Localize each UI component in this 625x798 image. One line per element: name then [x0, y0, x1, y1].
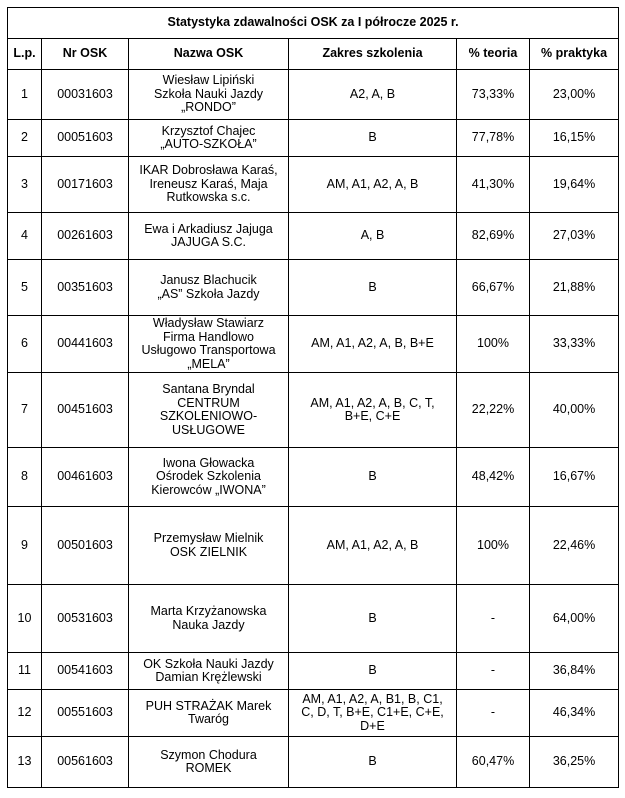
- header-zakres: Zakres szkolenia: [289, 39, 457, 70]
- cell-nazwa-osk-line: Marta Krzyżanowska: [150, 604, 267, 618]
- cell-nazwa-osk-line: Kierowców „IWONA”: [151, 482, 266, 497]
- table-row: [8, 653, 619, 690]
- cell-lp: 7: [8, 373, 42, 448]
- table-row: [8, 737, 619, 788]
- cell-zakres-line: B: [368, 469, 377, 484]
- table-row: [8, 448, 619, 507]
- cell-nazwa-osk-line: Ireneusz Karaś, Maja: [149, 176, 268, 191]
- cell-praktyka: 19,64%: [530, 157, 619, 213]
- cell-nazwa-osk-line: OK Szkoła Nauki Jazdy: [143, 656, 274, 671]
- cell-zakres: [289, 507, 457, 585]
- cell-nr-osk: 00171603: [42, 157, 129, 213]
- cell-praktyka: 16,15%: [530, 120, 619, 157]
- header-row: [8, 39, 619, 70]
- cell-zakres-line: B: [368, 663, 377, 678]
- cell-zakres-line: AM, A1, A2, A, B, C, T,: [310, 395, 435, 410]
- cell-zakres-line: A, B: [360, 228, 385, 243]
- cell-nazwa-osk-line: „AS” Szkoła Jazdy: [157, 286, 260, 301]
- cell-teoria: 100%: [457, 507, 530, 585]
- cell-nazwa-osk-line: Damian Krężlewski: [155, 670, 262, 684]
- cell-lp: 3: [8, 157, 42, 213]
- cell-nazwa-osk-line: ROMEK: [185, 761, 232, 775]
- cell-nazwa-osk-line: SZKOLENIOWO-: [159, 409, 258, 423]
- cell-nazwa-osk-line: Nauka Jazdy: [172, 617, 245, 632]
- cell-zakres-line: B: [368, 130, 377, 145]
- cell-lp: 13: [8, 737, 42, 788]
- cell-zakres: [289, 213, 457, 260]
- cell-teoria: -: [457, 653, 530, 690]
- cell-zakres: [289, 448, 457, 507]
- cell-praktyka: 33,33%: [530, 316, 619, 373]
- cell-zakres-line: AM, A1, A2, A, B: [326, 537, 419, 552]
- cell-nazwa-osk: [129, 213, 289, 260]
- cell-zakres-line: A2, A, B: [349, 86, 396, 101]
- cell-nr-osk: 00541603: [42, 653, 129, 690]
- cell-lp: 12: [8, 690, 42, 737]
- cell-zakres: [289, 737, 457, 788]
- cell-teoria: -: [457, 585, 530, 653]
- header-nazwa-osk: Nazwa OSK: [129, 39, 289, 70]
- cell-praktyka: 64,00%: [530, 585, 619, 653]
- cell-lp: 6: [8, 316, 42, 373]
- cell-nr-osk: 00261603: [42, 213, 129, 260]
- cell-praktyka: 22,46%: [530, 507, 619, 585]
- cell-nazwa-osk: [129, 157, 289, 213]
- header-lp: L.p.: [8, 39, 42, 70]
- cell-teoria: 48,42%: [457, 448, 530, 507]
- cell-teoria: 66,67%: [457, 260, 530, 316]
- cell-zakres-line: B: [368, 279, 377, 294]
- cell-nazwa-osk-line: Szkoła Nauki Jazdy: [153, 86, 264, 101]
- cell-nazwa-osk-line: Krzysztof Chajec: [161, 123, 256, 138]
- cell-nazwa-osk-line: „AUTO-SZKOŁA”: [160, 137, 257, 151]
- table-row: [8, 507, 619, 585]
- cell-nazwa-osk: [129, 70, 289, 120]
- cell-nazwa-osk: [129, 120, 289, 157]
- title-row: [8, 8, 619, 39]
- cell-teoria: 77,78%: [457, 120, 530, 157]
- cell-praktyka: 40,00%: [530, 373, 619, 448]
- cell-nr-osk: 00561603: [42, 737, 129, 788]
- cell-zakres: [289, 120, 457, 157]
- table-row: [8, 373, 619, 448]
- cell-zakres: [289, 373, 457, 448]
- cell-nr-osk: 00441603: [42, 316, 129, 373]
- cell-zakres: [289, 316, 457, 373]
- cell-lp: 11: [8, 653, 42, 690]
- cell-praktyka: 21,88%: [530, 260, 619, 316]
- cell-lp: 10: [8, 585, 42, 653]
- cell-teoria: 73,33%: [457, 70, 530, 120]
- cell-nr-osk: 00051603: [42, 120, 129, 157]
- table-row: [8, 316, 619, 373]
- cell-teoria: 60,47%: [457, 737, 530, 788]
- cell-lp: 4: [8, 213, 42, 260]
- cell-nazwa-osk: [129, 585, 289, 653]
- cell-zakres-line: AM, A1, A2, A, B1, B, C1,: [302, 691, 443, 706]
- cell-praktyka: 27,03%: [530, 213, 619, 260]
- cell-nazwa-osk-line: JAJUGA S.C.: [170, 235, 247, 249]
- cell-lp: 1: [8, 70, 42, 120]
- table-row: [8, 157, 619, 213]
- table-title: Statystyka zdawalności OSK za I półrocze 2025 r.: [8, 8, 619, 39]
- table-row: [8, 690, 619, 737]
- cell-nr-osk: 00551603: [42, 690, 129, 737]
- header-nr-osk: Nr OSK: [42, 39, 129, 70]
- cell-nazwa-osk: [129, 316, 289, 373]
- cell-nazwa-osk-line: USŁUGOWE: [172, 422, 245, 437]
- cell-nazwa-osk: [129, 448, 289, 507]
- cell-zakres-line: C, D, T, B+E, C1+E, C+E,: [301, 705, 444, 720]
- cell-zakres-line: AM, A1, A2, A, B: [326, 176, 419, 191]
- cell-nazwa-osk-line: Rutkowska s.c.: [166, 190, 251, 205]
- cell-nazwa-osk-line: Twaróg: [188, 712, 229, 726]
- cell-nr-osk: 00461603: [42, 448, 129, 507]
- header-teoria: % teoria: [457, 39, 530, 70]
- cell-zakres: [289, 690, 457, 737]
- cell-teoria: 41,30%: [457, 157, 530, 213]
- cell-nazwa-osk-line: IKAR Dobrosława Karaś,: [139, 163, 278, 178]
- cell-nazwa-osk: [129, 260, 289, 316]
- cell-praktyka: 36,84%: [530, 653, 619, 690]
- cell-nr-osk: 00501603: [42, 507, 129, 585]
- cell-lp: 5: [8, 260, 42, 316]
- cell-praktyka: 46,34%: [530, 690, 619, 737]
- cell-praktyka: 16,67%: [530, 448, 619, 507]
- cell-nazwa-osk-line: Santana Bryndal: [162, 382, 255, 396]
- cell-nazwa-osk-line: „MELA”: [187, 356, 230, 371]
- cell-nazwa-osk-line: Iwona Głowacka: [162, 455, 255, 470]
- cell-teoria: 22,22%: [457, 373, 530, 448]
- cell-nazwa-osk-line: OSK ZIELNIK: [169, 544, 248, 559]
- table-row: [8, 260, 619, 316]
- cell-zakres: [289, 585, 457, 653]
- cell-teoria: -: [457, 690, 530, 737]
- cell-lp: 8: [8, 448, 42, 507]
- cell-lp: 9: [8, 507, 42, 585]
- cell-teoria: 100%: [457, 316, 530, 373]
- table-row: [8, 585, 619, 653]
- cell-zakres-line: D+E: [360, 718, 385, 733]
- cell-zakres: [289, 653, 457, 690]
- cell-zakres: [289, 157, 457, 213]
- cell-nazwa-osk-line: Firma Handlowo: [162, 329, 254, 344]
- cell-nazwa-osk-line: PUH STRAŻAK Marek: [145, 698, 272, 713]
- cell-nazwa-osk-line: „RONDO”: [181, 100, 236, 115]
- cell-nr-osk: 00531603: [42, 585, 129, 653]
- cell-nr-osk: 00451603: [42, 373, 129, 448]
- cell-zakres: [289, 260, 457, 316]
- cell-nazwa-osk: [129, 690, 289, 737]
- cell-nazwa-osk: [129, 373, 289, 448]
- cell-nazwa-osk: [129, 737, 289, 788]
- cell-nazwa-osk-line: Ośrodek Szkolenia: [156, 469, 261, 484]
- cell-nazwa-osk-line: Wiesław Lipiński: [162, 73, 255, 88]
- cell-zakres: [289, 70, 457, 120]
- table-row: [8, 120, 619, 157]
- cell-teoria: 82,69%: [457, 213, 530, 260]
- cell-zakres-line: B+E, C+E: [344, 409, 401, 423]
- cell-zakres-line: AM, A1, A2, A, B, B+E: [311, 336, 434, 351]
- osk-statistics-table: [7, 7, 619, 788]
- table-row: [8, 70, 619, 120]
- cell-nr-osk: 00031603: [42, 70, 129, 120]
- cell-nazwa-osk: [129, 507, 289, 585]
- cell-nazwa-osk-line: Szymon Chodura: [160, 747, 257, 762]
- table-row: [8, 213, 619, 260]
- cell-zakres-line: B: [368, 754, 377, 769]
- cell-zakres-line: B: [368, 610, 377, 625]
- cell-nazwa-osk-line: CENTRUM: [177, 395, 240, 410]
- cell-nazwa-osk-line: Władysław Stawiarz: [152, 316, 265, 330]
- cell-lp: 2: [8, 120, 42, 157]
- cell-nazwa-osk-line: Usługowo Transportowa: [141, 343, 276, 357]
- cell-nazwa-osk: [129, 653, 289, 690]
- cell-praktyka: 36,25%: [530, 737, 619, 788]
- cell-nazwa-osk-line: Janusz Blachucik: [160, 273, 257, 287]
- cell-nazwa-osk-line: Przemysław Mielnik: [153, 531, 264, 545]
- cell-praktyka: 23,00%: [530, 70, 619, 120]
- header-praktyka: % praktyka: [530, 39, 619, 70]
- cell-nr-osk: 00351603: [42, 260, 129, 316]
- cell-nazwa-osk-line: Ewa i Arkadiusz Jajuga: [144, 221, 273, 236]
- table-body: [8, 70, 619, 788]
